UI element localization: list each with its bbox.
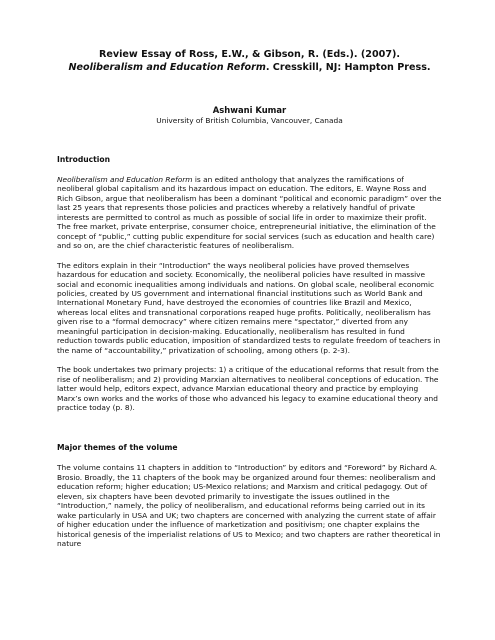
major-themes-heading: Major themes of the volume bbox=[57, 443, 178, 453]
book-title-inline: Neoliberalism and Education Reform bbox=[57, 175, 193, 184]
title-line-2 bbox=[57, 62, 442, 75]
document-page bbox=[57, 49, 442, 549]
review-title bbox=[57, 49, 442, 74]
book-title: Neoliberalism and Education Reform bbox=[68, 61, 266, 73]
introduction-paragraph-3: The book undertakes two primary projects: 1) a critique of the educational reforms that result from the rise of neoliberalism; and 2) providing Marxian alternatives to neoliberal conceptions of education. The latter would help, editors expect, advance Marxian educational theory and practice by employing Marx’s own works and the works of those who advanced his legacy to examine educational theory and practice today (p. 8). bbox=[57, 365, 439, 412]
introduction-paragraph-2: The editors explain in their “Introduction” the ways neoliberal policies have proved themselves hazardous for education and society. Economically, the neoliberal policies have resulted in massive social and economic inequalities among individuals and nations. On global scale, neoliberal economic policies, created by US government and international financial institutions such as World Bank and International Monetary Fund, have destroyed the economies of countries like Brazil and Mexico, whereas local elites and transnational corporations reaped huge profits. Politically, neoliberalism has given rise to a “formal democracy” where citizen remains mere “spectator,” diverted from any meaningful participation in decision-making. Educationally, neoliberalism has resulted in fund reduction towards public education, imposition of standardized tests to regulate freedom of teachers in the name of “accountability,” privatization of schooling, among others (p. 2-3). bbox=[57, 260, 441, 355]
introduction-paragraph-1 bbox=[57, 175, 442, 251]
author-block bbox=[57, 105, 442, 126]
author-name: Ashwani Kumar bbox=[212, 105, 287, 115]
author-affiliation: University of British Columbia, Vancouver, Canada bbox=[156, 116, 343, 125]
major-themes-paragraph-1: The volume contains 11 chapters in addition to “Introduction” by editors and “Foreword” by Richard A. Brosio. Broadly, the 11 chapters of the book may be organized around four themes: neoliberalism and education reform; higher education; US-Mexico relations; and Marxism and critical pedagogy. Out of eleven, six chapters have been devoted primarily to investigate the issues outlined in the “Introduction,” namely, the policy of neoliberalism, and educational reforms being carried out in its wake particularly in USA and UK; two chapters are concerned with analyzing the current state of affair of higher education under the influence of marketization and positivism; one chapter explains the historical genesis of the imperialist relations of US to Mexico; and two chapters are rather theoretical in nature bbox=[57, 463, 441, 549]
publication-info: . Cresskill, NJ: Hampton Press. bbox=[265, 61, 431, 73]
introduction-paragraph-1-text: is an edited anthology that analyzes the ramifications of neoliberal global capitalism and its hazardous impact on education. The editors, E. Wayne Ross and Rich Gibson, argue that neoliberalism has been a dominant “political and economic paradigm” over the last 25 years that represents those policies and practices whereby a relatively handful of private interests are permitted to control as much as possible of social life in order to maximize their profit. The free market, private enterprise, consumer choice, entrepreneurial initiative, the elimination of the concept of “public,” cutting public expenditure for social services (such as education and health care) and so on, are the chief characteristic features of neoliberalism. bbox=[57, 175, 442, 251]
introduction-heading: Introduction bbox=[57, 155, 111, 164]
title-line-1: Review Essay of Ross, E.W., & Gibson, R. (Eds.). (2007). bbox=[98, 49, 401, 60]
